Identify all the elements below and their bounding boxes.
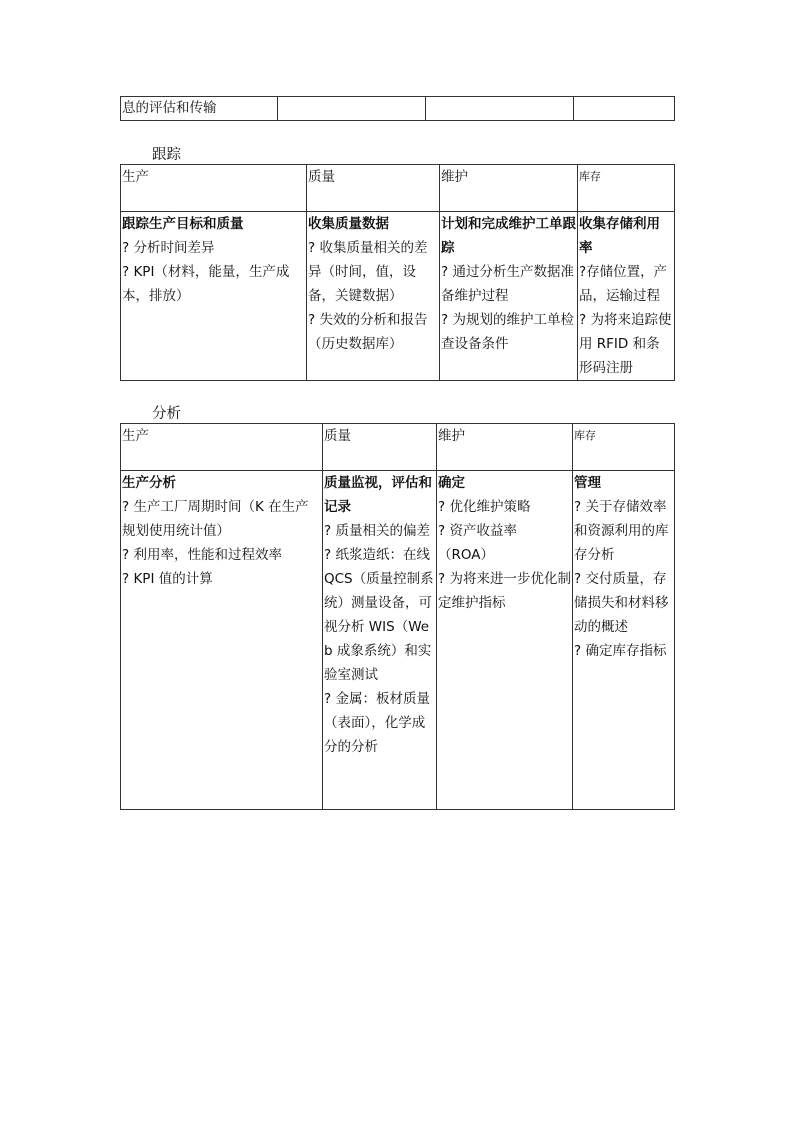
top-cell-2	[278, 97, 426, 121]
top-table	[120, 96, 675, 121]
cell-heading: 质量监视，评估和记录	[324, 475, 432, 515]
cell-heading: 生产分析	[122, 475, 176, 491]
top-cell-3	[426, 97, 574, 121]
cell-line: ? 分析时间差异	[122, 240, 215, 256]
cell-heading: 确定	[438, 475, 465, 491]
cell-line: ? 交付质量，存储损失和材料移动的概述	[574, 571, 669, 635]
cell-line: ? 关于存储效率和资源利用的库存分析	[574, 499, 669, 563]
cell-line: ? 确定库存指标	[574, 643, 667, 659]
cell-production	[121, 471, 323, 810]
top-cell-1: 息的评估和传输	[121, 97, 278, 121]
top-cell-4	[574, 97, 675, 121]
cell-line: ? 质量相关的偏差	[324, 523, 430, 539]
table-header-row	[121, 165, 675, 212]
section-title-analysis: 分析	[152, 406, 181, 422]
header-maintenance: 维护	[437, 424, 573, 471]
tracking-table	[120, 164, 675, 381]
cell-line: ? 资产收益率	[438, 523, 517, 539]
cell-line: ? 利用率，性能和过程效率	[122, 547, 282, 563]
header-maintenance: 维护	[440, 165, 578, 212]
table-row	[121, 212, 675, 381]
header-inventory: 库存	[573, 424, 675, 471]
cell-inventory	[578, 212, 675, 381]
header-quality: 质量	[307, 165, 440, 212]
cell-heading: 跟踪生产目标和质量	[122, 216, 244, 232]
cell-quality	[307, 212, 440, 381]
cell-quality	[323, 471, 437, 810]
cell-line: ? 纸浆造纸：在线 QCS（质量控制系统）测量设备，可视分析 WIS（Web 成象系统）和实验室测试	[324, 547, 434, 683]
cell-line: ? KPI 值的计算	[122, 571, 213, 587]
cell-line: （历史数据库）	[308, 336, 403, 352]
section-title-tracking: 跟踪	[152, 147, 181, 163]
cell-line: ? 优化维护策略	[438, 499, 531, 515]
table-row	[121, 471, 675, 810]
cell-line: ?存储位置，产品，运输过程	[579, 264, 668, 304]
cell-line: ? 金属：板材质量（表面），化学成分的分析	[324, 691, 430, 755]
cell-production	[121, 212, 307, 381]
cell-inventory	[573, 471, 675, 810]
cell-line: ? KPI（材料，能量，生产成本，排放）	[122, 264, 290, 304]
cell-heading: 计划和完成维护工单跟踪	[441, 216, 576, 256]
cell-line: （ROA）	[438, 547, 495, 563]
header-quality: 质量	[323, 424, 437, 471]
cell-line: ? 为将来进一步优化制定维护指标	[438, 571, 571, 611]
cell-line: ? 收集质量相关的差异（时间，值，设备，关键数据）	[308, 240, 428, 304]
cell-maintenance	[437, 471, 573, 810]
cell-line: ? 通过分析生产数据准备维护过程	[441, 264, 574, 304]
analysis-table	[120, 423, 675, 810]
cell-line: ? 生产工厂周期时间（K 在生产规划使用统计值）	[122, 499, 309, 539]
cell-heading: 管理	[574, 475, 601, 491]
header-inventory: 库存	[578, 165, 675, 212]
table-header-row	[121, 424, 675, 471]
header-production: 生产	[121, 165, 307, 212]
cell-line: ? 为将来追踪使用 RFID 和条形码注册	[579, 312, 672, 376]
cell-line: ? 失效的分析和报告	[308, 312, 428, 328]
cell-line: ? 为规划的维护工单检查设备条件	[441, 312, 574, 352]
cell-maintenance	[440, 212, 578, 381]
table-row	[121, 97, 675, 121]
header-production: 生产	[121, 424, 323, 471]
cell-heading: 收集质量数据	[308, 216, 389, 232]
cell-heading: 收集存储利用率	[579, 216, 660, 256]
